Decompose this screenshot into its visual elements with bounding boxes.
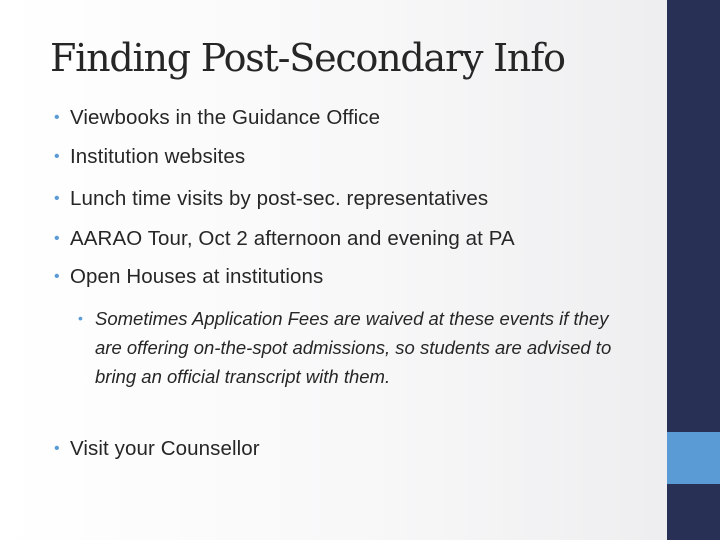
- bullet-icon: •: [54, 109, 60, 126]
- bullet-item: [54, 103, 380, 133]
- sub-bullet-item: [78, 304, 615, 391]
- decorative-accent-block: [667, 432, 720, 484]
- bullet-item: [54, 262, 323, 292]
- bullet-icon: •: [54, 230, 60, 247]
- bullet-item: [54, 184, 488, 214]
- bullet-text: Lunch time visits by post-sec. representatives: [70, 187, 489, 210]
- bullet-icon: •: [54, 190, 60, 207]
- bullet-item: [54, 224, 515, 254]
- bullet-item: [54, 142, 245, 172]
- bullet-text: Visit your Counsellor: [70, 437, 260, 460]
- bullet-item: [54, 434, 260, 464]
- bullet-icon: •: [54, 268, 60, 285]
- sub-bullet-icon: •: [78, 310, 83, 326]
- bullet-text: Viewbooks in the Guidance Office: [70, 106, 381, 129]
- sub-bullet-text: Sometimes Application Fees are waived at these events if they are offering on-the-spot admissions, so students are advised to bring an official transcript with them.: [95, 308, 612, 387]
- bullet-icon: •: [54, 148, 60, 165]
- bullet-text: Open Houses at institutions: [70, 265, 324, 288]
- slide-title: Finding Post-Secondary Info: [50, 36, 565, 80]
- bullet-icon: •: [54, 440, 60, 457]
- bullet-text: Institution websites: [70, 145, 246, 168]
- bullet-text: AARAO Tour, Oct 2 afternoon and evening at PA: [70, 227, 515, 250]
